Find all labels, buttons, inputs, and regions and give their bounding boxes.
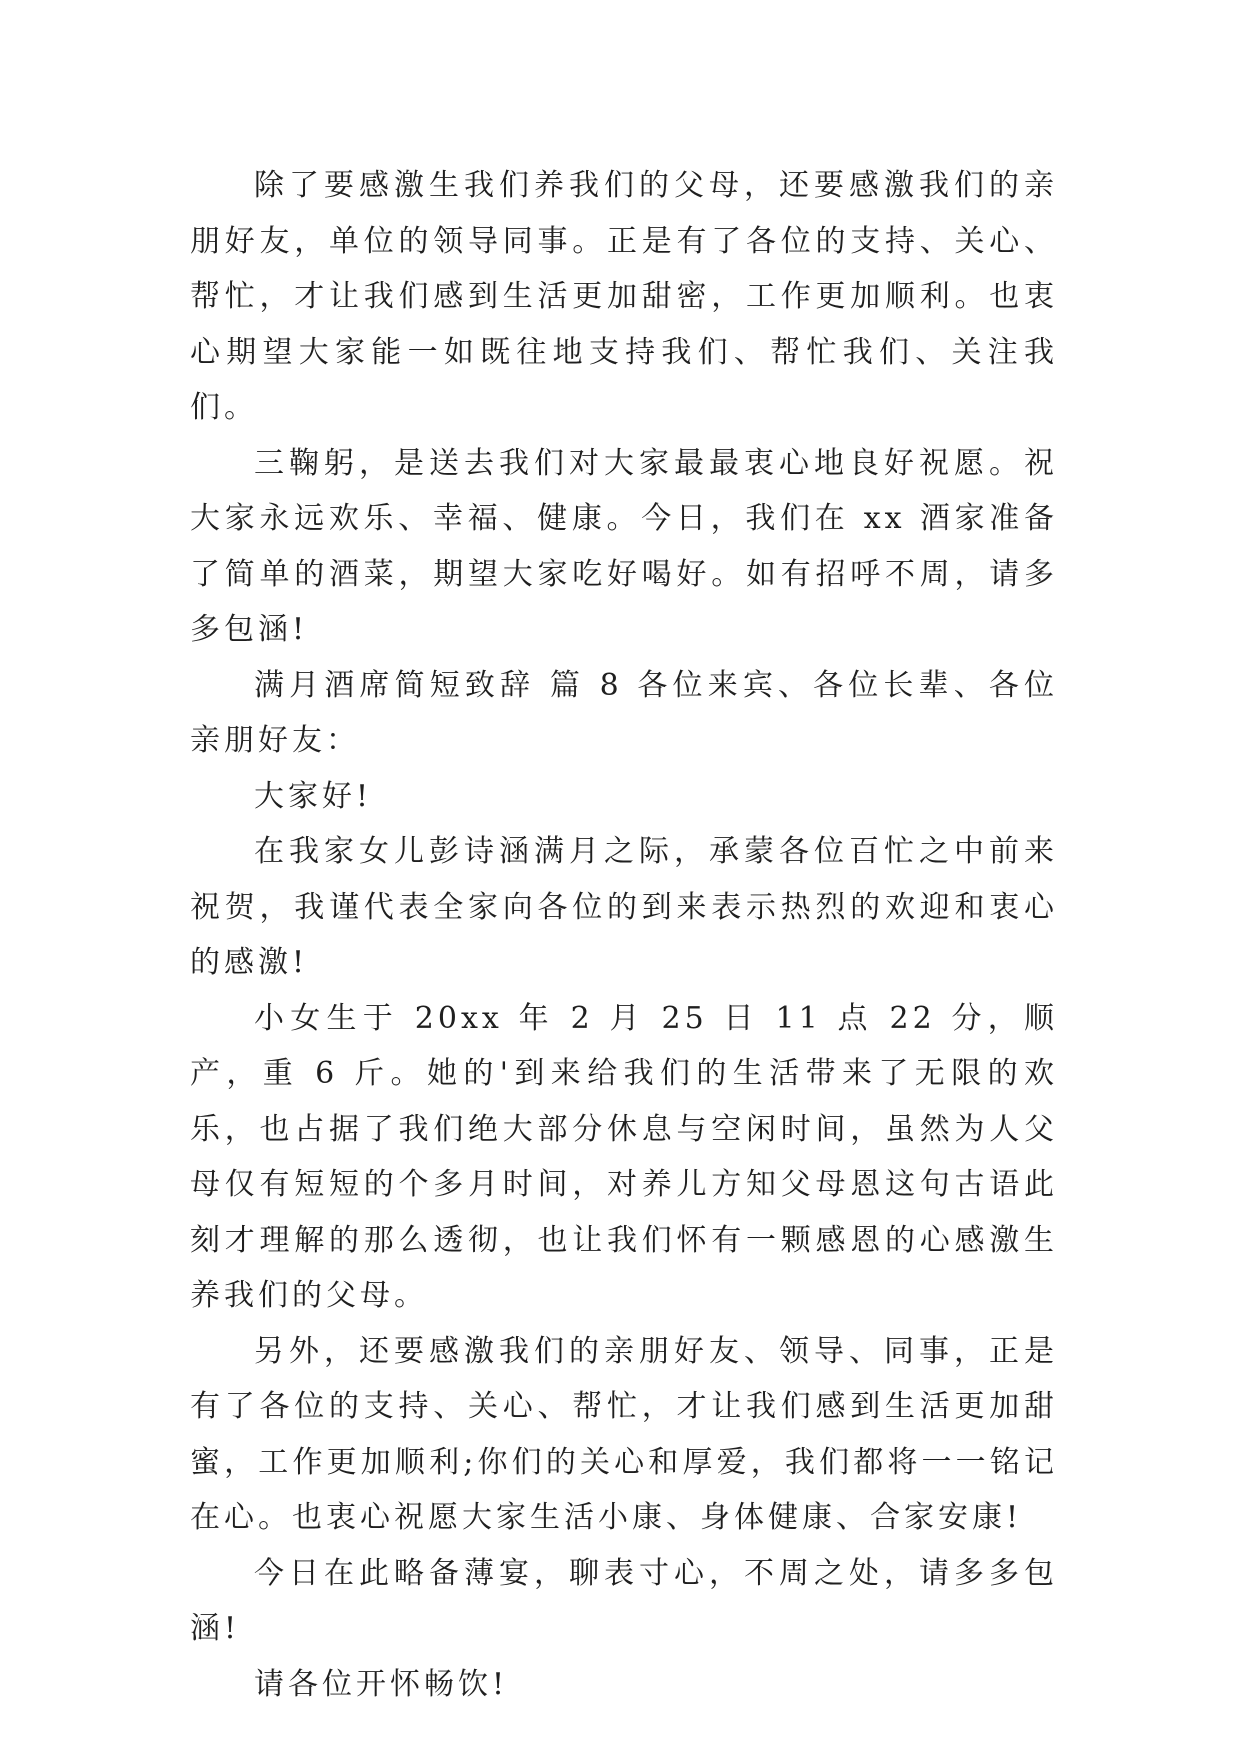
document-body — [190, 158, 1058, 1712]
paragraph-toast: 请各位开怀畅饮! — [254, 1666, 509, 1702]
paragraph-banquet: 今日在此略备薄宴，聊表寸心，不周之处，请多多包涵! — [190, 1555, 1058, 1646]
paragraph-birth-details: 小女生于 20xx 年 2 月 25 日 11 点 22 分，顺产，重 6 斤。她的'到来给我们的生活带来了无限的欢乐，也占据了我们绝大部分休息与空闲时间，虽然为人父母仅有短短的个多月时间，对养儿方知父母恩这句古语此刻才理解的那么透彻，也让我们怀有一颗感恩的心感激生养我们的父母。 — [190, 1000, 1058, 1313]
paragraph-welcome: 在我家女儿彭诗涵满月之际，承蒙各位百忙之中前来祝贺，我谨代表全家向各位的到来表示热烈的欢迎和衷心的感激! — [190, 834, 1058, 980]
paragraph-thanks-colleagues: 另外，还要感激我们的亲朋好友、领导、同事，正是有了各位的支持、关心、帮忙，才让我们感到生活更加甜蜜，工作更加顺利;你们的关心和厚爱，我们都将一一铭记在心。也衷心祝愿大家生活小康、身体健康、合家安康! — [190, 1333, 1058, 1535]
paragraph-thanks-friends: 除了要感激生我们养我们的父母，还要感激我们的亲朋好友，单位的领导同事。正是有了各位的支持、关心、帮忙，才让我们感到生活更加甜密，工作更加顺利。也衷心期望大家能一如既往地支持我们、帮忙我们、关注我们。 — [190, 168, 1058, 425]
paragraph-section-heading: 满月酒席简短致辞 篇 8 各位来宾、各位长辈、各位亲朋好友： — [190, 667, 1058, 758]
paragraph-three-bows: 三鞠躬，是送去我们对大家最最衷心地良好祝愿。祝大家永远欢乐、幸福、健康。今日，我们在 xx 酒家准备了简单的酒菜，期望大家吃好喝好。如有招呼不周，请多多包涵! — [190, 445, 1058, 647]
paragraph-greeting: 大家好! — [254, 778, 373, 814]
